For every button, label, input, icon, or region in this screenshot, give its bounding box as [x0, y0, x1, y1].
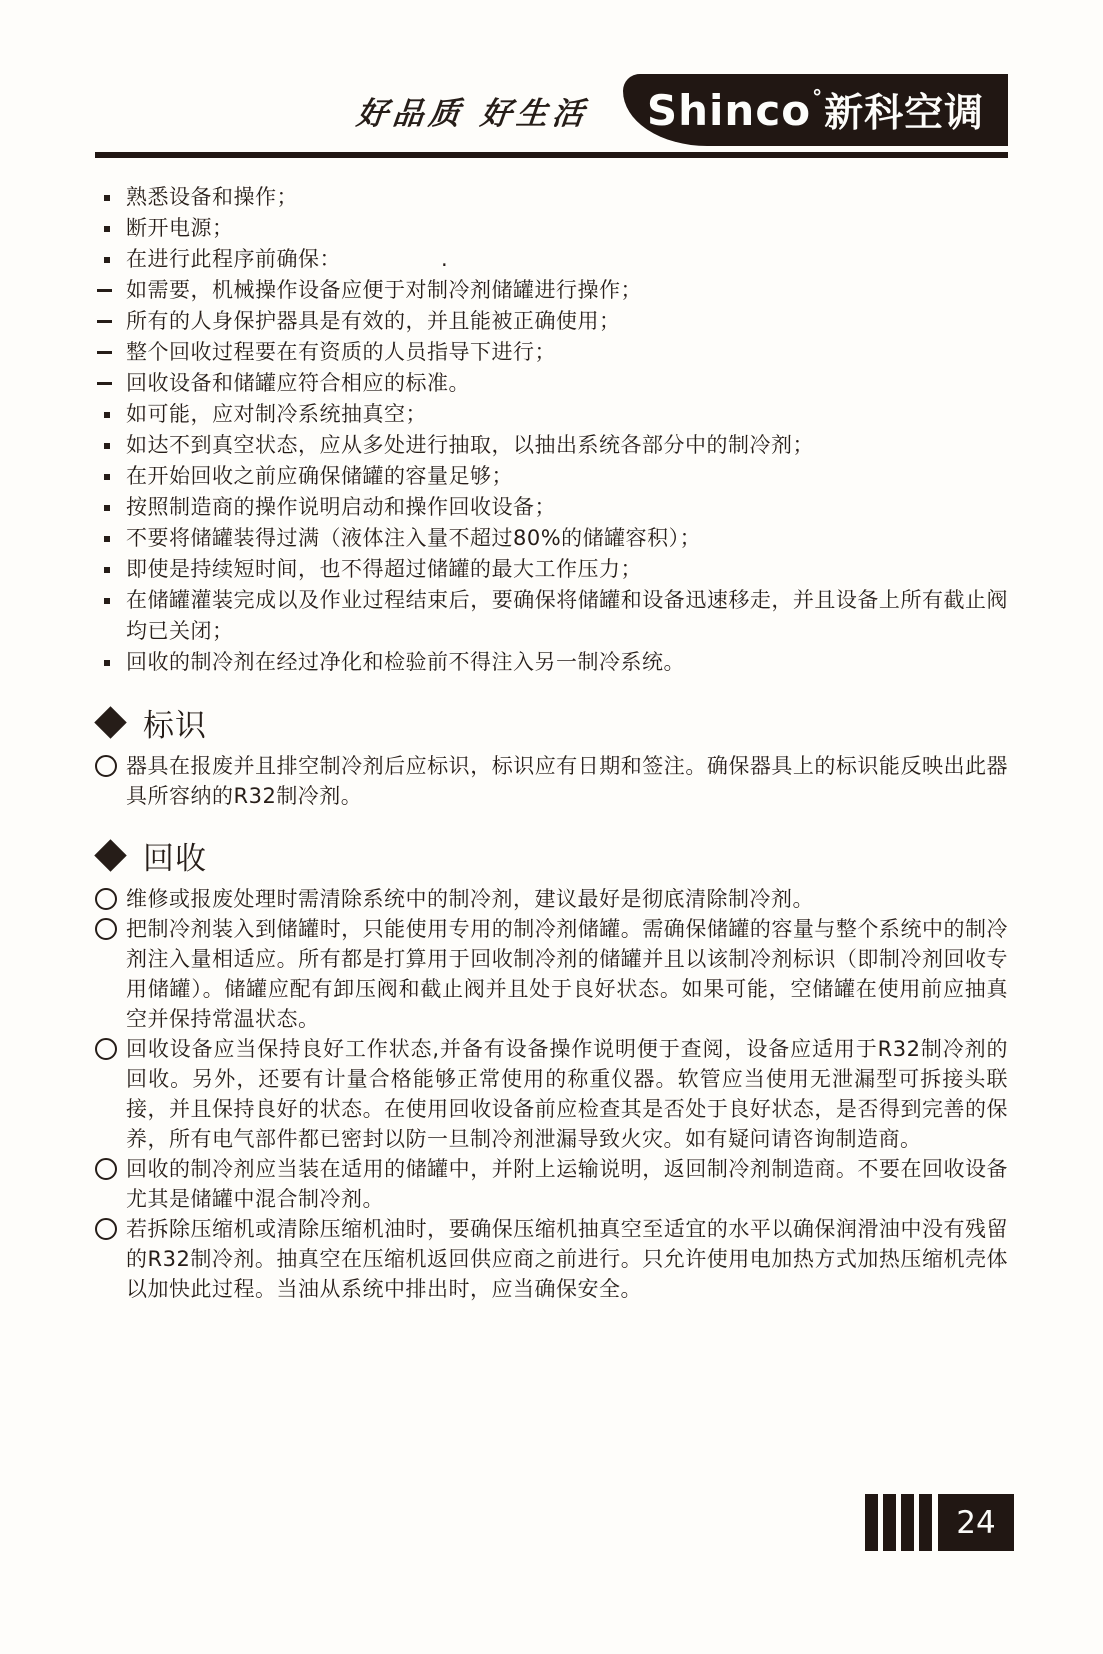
- brand-logo-text: Shinco: [646, 85, 812, 135]
- stray-dot: .: [441, 247, 449, 271]
- dash-bullet-icon: [97, 320, 112, 323]
- brand-slogan: 好品质 好生活: [354, 95, 591, 132]
- circle-bullet-icon: [95, 755, 117, 777]
- diamond-icon: [94, 706, 127, 739]
- bar-icon: [901, 1494, 914, 1551]
- paragraph-text: 器具在报废并且排空制冷剂后应标识，标识应有日期和签注。确保器具上的标识能反映出此器具所容纳的R32制冷剂。: [126, 754, 1008, 808]
- square-bullet-icon: [104, 474, 110, 480]
- header-rule: [95, 152, 1008, 158]
- dash-bullet-icon: [97, 351, 112, 354]
- brand-name-cn: 新科空调: [824, 91, 985, 136]
- list-item: [95, 275, 1008, 306]
- list-item-text: 如可能，应对制冷系统抽真空；: [126, 402, 427, 426]
- list-item: [95, 213, 1008, 244]
- list-item: [95, 461, 1008, 492]
- circle-bullet-icon: [95, 1218, 117, 1240]
- bar-icon: [865, 1494, 878, 1551]
- square-bullet-icon: [104, 226, 110, 232]
- header-row: [0, 0, 1008, 146]
- bar-icon: [919, 1494, 932, 1551]
- section-title: 标识: [143, 707, 207, 744]
- list-item-text: 所有的人身保护器具是有效的，并且能被正确使用；: [126, 309, 621, 333]
- list-item: [95, 647, 1008, 678]
- list-item-text: 如需要，机械操作设备应便于对制冷剂储罐进行操作；: [126, 278, 642, 302]
- list-item-text: 在进行此程序前确保：: [126, 247, 341, 271]
- square-bullet-icon: [104, 443, 110, 449]
- list-item-text: 回收设备和储罐应符合相应的标准。: [126, 371, 470, 395]
- page-header: [0, 0, 1103, 158]
- circle-bullet-icon: [95, 918, 117, 940]
- page-content: [95, 182, 1008, 1304]
- section-recovery: [95, 833, 1008, 1304]
- circle-bullet-icon: [95, 1158, 117, 1180]
- list-item: [95, 244, 1008, 275]
- circle-bullet-icon: [95, 888, 117, 910]
- list-item-text: 在开始回收之前应确保储罐的容量足够；: [126, 464, 513, 488]
- list-item: [95, 523, 1008, 554]
- section-paragraph: [95, 1154, 1008, 1214]
- list-item-text: 断开电源；: [126, 216, 234, 240]
- section-labeling: [95, 700, 1008, 811]
- bar-icon: [883, 1494, 896, 1551]
- section-header: [95, 700, 1008, 744]
- square-bullet-icon: [104, 412, 110, 418]
- list-item-text: 在储罐灌装完成以及作业过程结束后，要确保将储罐和设备迅速移走，并且设备上所有截止阀均已关闭；: [126, 588, 1008, 643]
- dash-bullet-icon: [97, 289, 112, 292]
- section-paragraph: [95, 751, 1008, 811]
- list-item: [95, 368, 1008, 399]
- brand-trademark-icon: °: [812, 85, 823, 109]
- section-paragraph: [95, 1214, 1008, 1304]
- list-item: [95, 306, 1008, 337]
- list-item: [95, 182, 1008, 213]
- page-number-badge: [865, 1494, 1014, 1551]
- section-paragraph: [95, 1034, 1008, 1154]
- square-bullet-icon: [104, 195, 110, 201]
- list-item-text: 如达不到真空状态，应从多处进行抽取，以抽出系统各部分中的制冷剂；: [126, 433, 814, 457]
- list-item: [95, 430, 1008, 461]
- square-bullet-icon: [104, 505, 110, 511]
- paragraph-text: 回收的制冷剂应当装在适用的储罐中，并附上运输说明，返回制冷剂制造商。不要在回收设备尤其是储罐中混合制冷剂。: [126, 1157, 1008, 1211]
- square-bullet-icon: [104, 257, 110, 263]
- square-bullet-icon: [104, 567, 110, 573]
- section-header: [95, 833, 1008, 877]
- paragraph-text: 把制冷剂装入到储罐时，只能使用专用的制冷剂储罐。需确保储罐的容量与整个系统中的制冷剂注入量相适应。所有都是打算用于回收制冷剂的储罐并且以该制冷剂标识（即制冷剂回收专用储罐）。储罐应配有卸压阀和截止阀并且处于良好状态。如果可能，空储罐在使用前应抽真空并保持常温状态。: [126, 917, 1008, 1031]
- dash-bullet-icon: [97, 382, 112, 385]
- list-item: [95, 337, 1008, 368]
- list-item-text: 熟悉设备和操作；: [126, 185, 298, 209]
- diamond-icon: [94, 839, 127, 872]
- list-item: [95, 399, 1008, 430]
- list-item-text: 不要将储罐装得过满（液体注入量不超过80%的储罐容积）；: [126, 526, 702, 550]
- paragraph-text: 回收设备应当保持良好工作状态,并备有设备操作说明便于查阅，设备应适用于R32制冷剂的回收。另外，还要有计量合格能够正常使用的称重仪器。软管应当使用无泄漏型可拆接头联接，并且保持良好的状态。在使用回收设备前应检查其是否处于良好状态，是否得到完善的保养，所有电气部件都已密封以防一旦制冷剂泄漏导致火灾。如有疑问请咨询制造商。: [126, 1037, 1008, 1151]
- paragraph-text: 若拆除压缩机或清除压缩机油时，要确保压缩机抽真空至适宜的水平以确保润滑油中没有残留的R32制冷剂。抽真空在压缩机返回供应商之前进行。只允许使用电加热方式加热压缩机壳体以加快此过程。当油从系统中排出时，应当确保安全。: [126, 1217, 1008, 1301]
- section-title: 回收: [143, 840, 207, 877]
- list-item-text: 回收的制冷剂在经过净化和检验前不得注入另一制冷系统。: [126, 650, 685, 674]
- list-item: [95, 585, 1008, 647]
- square-bullet-icon: [104, 660, 110, 666]
- list-item-text: 整个回收过程要在有资质的人员指导下进行；: [126, 340, 556, 364]
- list-item-text: 即使是持续短时间，也不得超过储罐的最大工作压力；: [126, 557, 642, 581]
- paragraph-text: 维修或报废处理时需清除系统中的制冷剂，建议最好是彻底清除制冷剂。: [126, 887, 814, 911]
- square-bullet-icon: [104, 598, 110, 604]
- section-paragraph: [95, 884, 1008, 914]
- brand-banner: [623, 74, 1008, 146]
- square-bullet-icon: [104, 536, 110, 542]
- list-item: [95, 554, 1008, 585]
- page-number: 24: [938, 1494, 1014, 1551]
- list-item: [95, 492, 1008, 523]
- list-item-text: 按照制造商的操作说明启动和操作回收设备；: [126, 495, 556, 519]
- section-paragraph: [95, 914, 1008, 1034]
- circle-bullet-icon: [95, 1038, 117, 1060]
